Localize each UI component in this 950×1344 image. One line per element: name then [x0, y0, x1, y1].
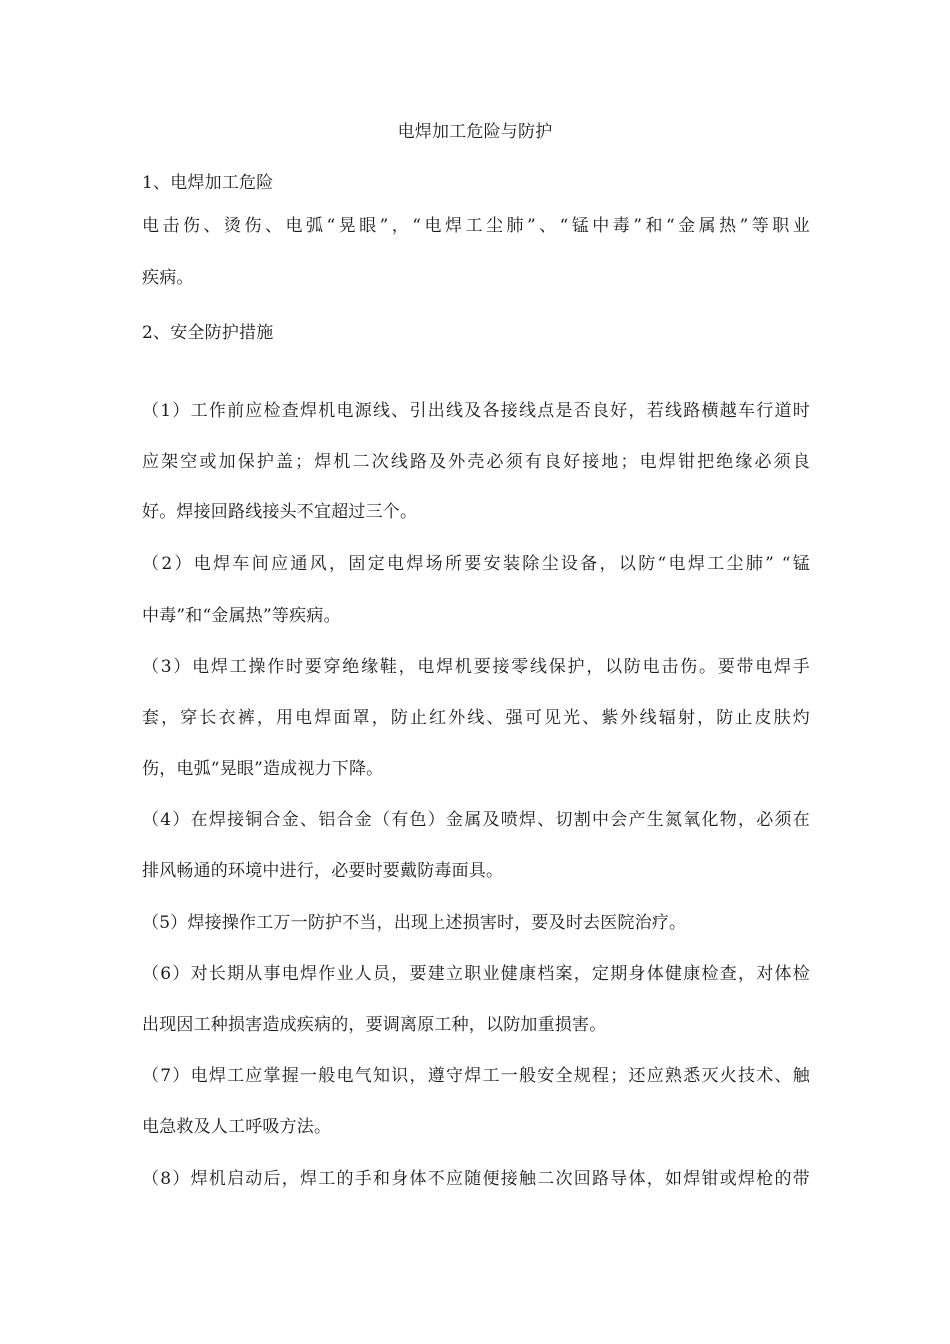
item-6-line: （6）对长期从事电焊作业人员，要建立职业健康档案，定期身体健康检查，对体检	[142, 964, 810, 984]
item-1-line: 应架空或加保护盖；焊机二次线路及外壳必须有良好接地；电焊钳把绝缘必须良	[142, 452, 810, 472]
item-2-line: （2）电焊车间应通风，固定电焊场所要安装除尘设备，以防“电焊工尘肺” “锰	[142, 554, 810, 574]
item-2-line: 中毒”和“金属热”等疾病。	[142, 606, 341, 626]
item-4-line: 排风畅通的环境中进行，必要时要戴防毒面具。	[142, 861, 504, 881]
item-5-line: （5）焊接操作工万一防护不当，出现上述损害时，要及时去医院治疗。	[142, 913, 687, 933]
section-1-heading: 1、电焊加工危险	[142, 173, 274, 193]
item-3-line: （3）电焊工操作时要穿绝缘鞋，电焊机要接零线保护，以防电击伤。要带电焊手	[142, 657, 810, 677]
paragraph-line: 电击伤、烫伤、电弧“晃眼”，“电焊工尘肺”、“锰中毒”和“金属热”等职业	[142, 216, 810, 236]
item-3-line: 套，穿长衣裤，用电焊面罩，防止红外线、强可见光、紫外线辐射，防止皮肤灼	[142, 708, 810, 728]
item-7-line: （7）电焊工应掌握一般电气知识，遵守焊工一般安全规程；还应熟悉灭火技术、触	[142, 1066, 810, 1086]
item-7-line: 电急救及人工呼吸方法。	[142, 1117, 332, 1137]
item-4-line: （4）在焊接铜合金、铝合金（有色）金属及喷焊、切割中会产生氮氧化物，必须在	[142, 810, 810, 830]
item-1-line: 好。焊接回路线接头不宜超过三个。	[142, 502, 418, 522]
section-2-heading: 2、安全防护措施	[142, 323, 274, 343]
document-title: 电焊加工危险与防护	[397, 122, 553, 142]
item-8-line: （8）焊机启动后，焊工的手和身体不应随便接触二次回路导体，如焊钳或焊枪的带	[142, 1169, 810, 1189]
item-6-line: 出现因工种损害造成疾病的，要调离原工种，以防加重损害。	[142, 1015, 607, 1035]
paragraph-line: 疾病。	[142, 268, 194, 288]
item-1-line: （1）工作前应检查焊机电源线、引出线及各接线点是否良好，若线路横越车行道时	[142, 401, 810, 421]
item-3-line: 伤，电弧“晃眼”造成视力下降。	[142, 759, 384, 779]
